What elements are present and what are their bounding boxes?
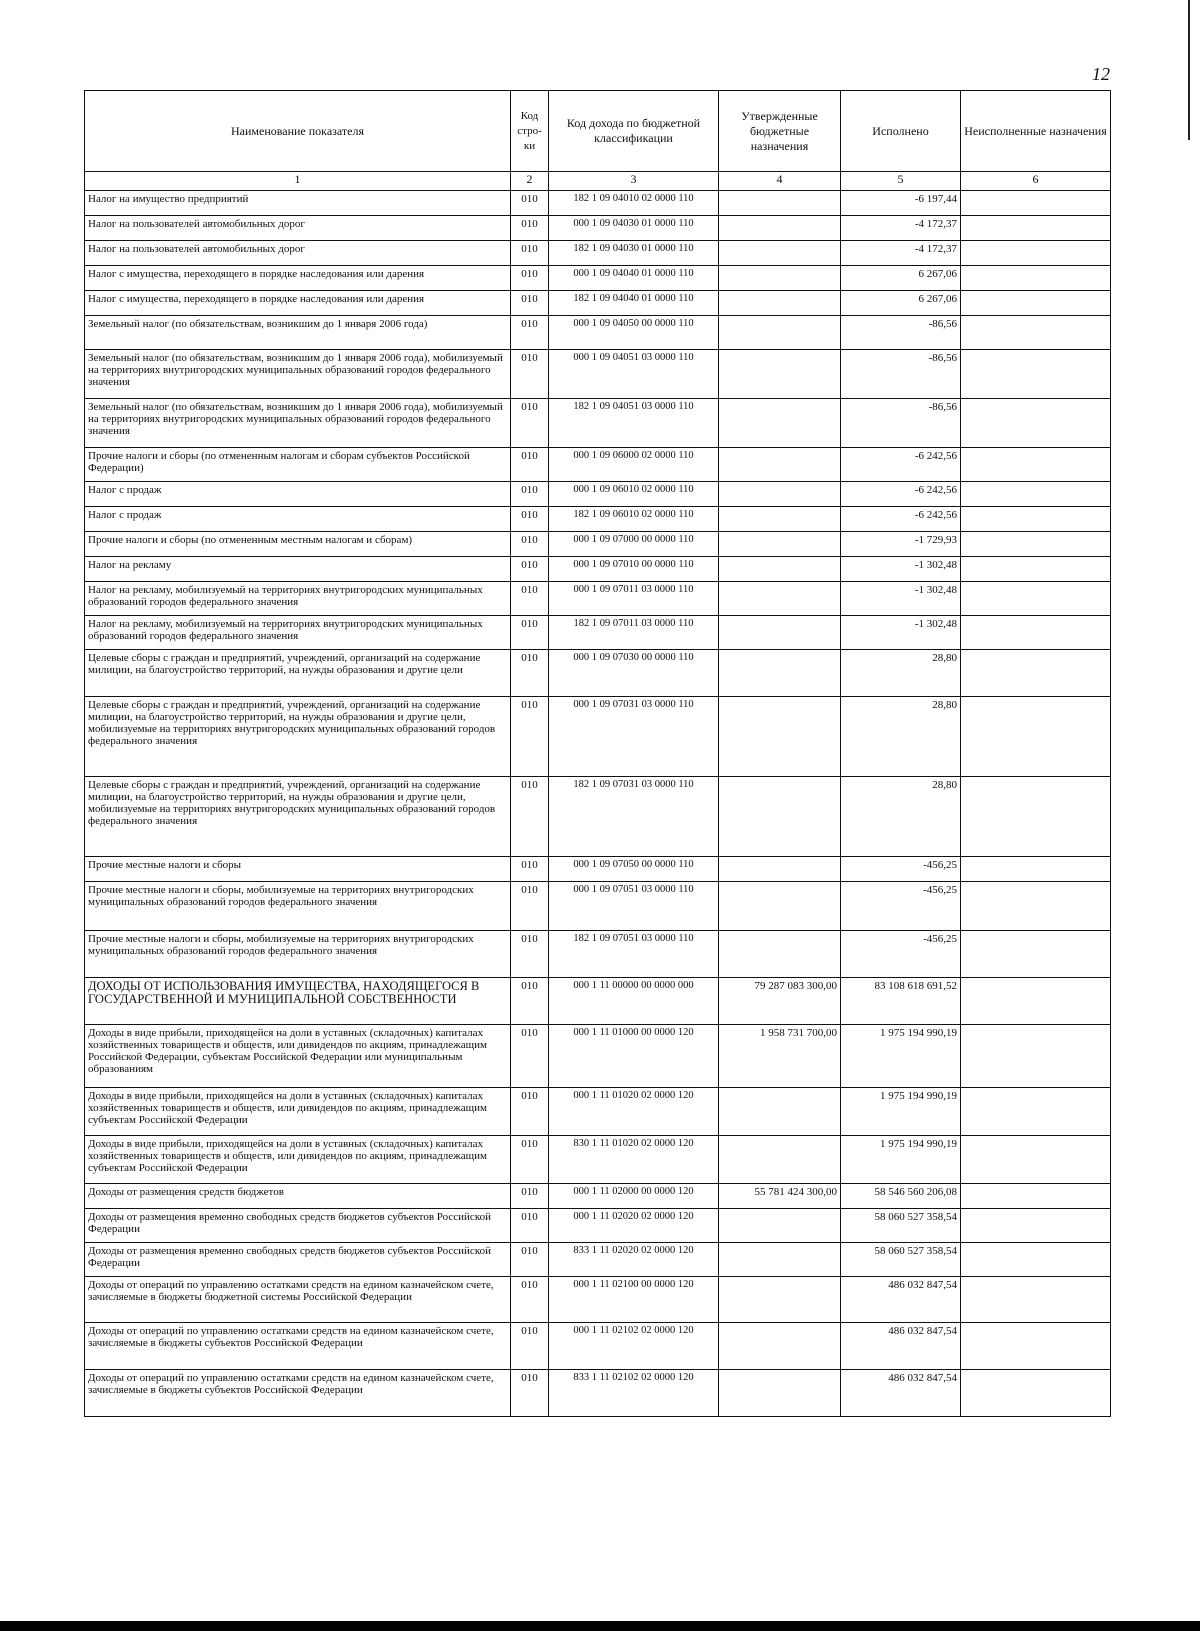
row-income-code: 000 1 11 02020 02 0000 120 — [549, 1209, 719, 1243]
row-approved — [719, 1277, 841, 1323]
column-number: 2 — [511, 172, 549, 191]
table-row — [85, 191, 1111, 216]
row-name: Налог с продаж — [85, 507, 511, 532]
row-name: Доходы от размещения временно свободных средств бюджетов субъектов Российской Федерации — [85, 1209, 511, 1243]
row-approved — [719, 316, 841, 350]
row-executed: -86,56 — [841, 350, 961, 399]
table-row — [85, 650, 1111, 697]
row-line-code: 010 — [511, 616, 549, 650]
table-row — [85, 316, 1111, 350]
row-income-code: 182 1 09 07031 03 0000 110 — [549, 777, 719, 857]
row-executed: -1 302,48 — [841, 582, 961, 616]
row-executed: -6 242,56 — [841, 507, 961, 532]
row-income-code: 000 1 11 02102 02 0000 120 — [549, 1323, 719, 1370]
row-unexecuted — [961, 616, 1111, 650]
row-executed: -86,56 — [841, 316, 961, 350]
row-name: Налог на рекламу — [85, 557, 511, 582]
row-unexecuted — [961, 697, 1111, 777]
row-name: Целевые сборы с граждан и предприятий, учреждений, организаций на содержание милиции, на благоустройство территорий, на нужды образования и другие цели — [85, 650, 511, 697]
row-name: Налог с имущества, переходящего в порядке наследования или дарения — [85, 291, 511, 316]
table-row — [85, 399, 1111, 448]
table-row — [85, 507, 1111, 532]
row-name: Налог на пользователей автомобильных дорог — [85, 241, 511, 266]
table-row — [85, 1243, 1111, 1277]
page-number: 12 — [1092, 64, 1110, 84]
row-line-code: 010 — [511, 532, 549, 557]
row-executed: 486 032 847,54 — [841, 1323, 961, 1370]
row-name: Прочие налоги и сборы (по отмененным местным налогам и сборам) — [85, 532, 511, 557]
column-number: 5 — [841, 172, 961, 191]
column-number: 1 — [85, 172, 511, 191]
row-line-code: 010 — [511, 1243, 549, 1277]
row-line-code: 010 — [511, 777, 549, 857]
table-row — [85, 978, 1111, 1025]
header-line-code: Код стро-ки — [511, 91, 549, 172]
row-unexecuted — [961, 216, 1111, 241]
table-row — [85, 697, 1111, 777]
row-line-code: 010 — [511, 1277, 549, 1323]
row-income-code: 833 1 11 02020 02 0000 120 — [549, 1243, 719, 1277]
row-executed: 58 546 560 206,08 — [841, 1184, 961, 1209]
row-approved — [719, 1209, 841, 1243]
row-name: Доходы от операций по управлению остатками средств на едином казначейском счете, зачисляемые в бюджеты субъектов Российской Федерации — [85, 1323, 511, 1370]
row-approved: 1 958 731 700,00 — [719, 1025, 841, 1088]
row-line-code: 010 — [511, 1370, 549, 1417]
row-name: Налог на пользователей автомобильных дорог — [85, 216, 511, 241]
row-income-code: 000 1 11 02100 00 0000 120 — [549, 1277, 719, 1323]
row-approved — [719, 616, 841, 650]
row-approved: 79 287 083 300,00 — [719, 978, 841, 1025]
row-approved — [719, 1088, 841, 1136]
row-line-code: 010 — [511, 978, 549, 1025]
table-row — [85, 777, 1111, 857]
row-unexecuted — [961, 1370, 1111, 1417]
row-unexecuted — [961, 291, 1111, 316]
row-name: Прочие налоги и сборы (по отмененным налогам и сборам субъектов Российской Федерации) — [85, 448, 511, 482]
row-approved — [719, 1243, 841, 1277]
row-line-code: 010 — [511, 350, 549, 399]
header-income-code: Код дохода по бюджетной классификации — [549, 91, 719, 172]
row-unexecuted — [961, 1323, 1111, 1370]
table-row — [85, 1277, 1111, 1323]
row-line-code: 010 — [511, 857, 549, 882]
row-approved — [719, 399, 841, 448]
row-line-code: 010 — [511, 557, 549, 582]
row-approved — [719, 557, 841, 582]
row-approved — [719, 882, 841, 931]
row-income-code: 000 1 09 07011 03 0000 110 — [549, 582, 719, 616]
row-executed: -1 302,48 — [841, 557, 961, 582]
row-unexecuted — [961, 857, 1111, 882]
row-income-code: 000 1 11 02000 00 0000 120 — [549, 1184, 719, 1209]
row-executed: 6 267,06 — [841, 266, 961, 291]
row-income-code: 000 1 09 04050 00 0000 110 — [549, 316, 719, 350]
row-line-code: 010 — [511, 1136, 549, 1184]
row-line-code: 010 — [511, 507, 549, 532]
row-unexecuted — [961, 266, 1111, 291]
table-row — [85, 216, 1111, 241]
row-name: Доходы от размещения временно свободных средств бюджетов субъектов Российской Федерации — [85, 1243, 511, 1277]
row-approved — [719, 697, 841, 777]
row-line-code: 010 — [511, 1323, 549, 1370]
row-approved — [719, 931, 841, 978]
column-number-row — [85, 172, 1111, 191]
table-row — [85, 291, 1111, 316]
row-unexecuted — [961, 532, 1111, 557]
row-approved — [719, 532, 841, 557]
table-row — [85, 448, 1111, 482]
row-approved — [719, 1323, 841, 1370]
row-unexecuted — [961, 448, 1111, 482]
budget-report-table — [84, 90, 1111, 1417]
row-income-code: 182 1 09 07051 03 0000 110 — [549, 931, 719, 978]
row-executed: -1 729,93 — [841, 532, 961, 557]
row-name: Налог с имущества, переходящего в порядке наследования или дарения — [85, 266, 511, 291]
row-name: Прочие местные налоги и сборы, мобилизуемые на территориях внутригородских муниципальных образований городов федерального значения — [85, 931, 511, 978]
row-name: Налог на рекламу, мобилизуемый на территориях внутригородских муниципальных образований городов федерального значения — [85, 582, 511, 616]
column-number: 4 — [719, 172, 841, 191]
table-row — [85, 1025, 1111, 1088]
table-row — [85, 241, 1111, 266]
table-row — [85, 482, 1111, 507]
row-name: Доходы от размещения средств бюджетов — [85, 1184, 511, 1209]
table-row — [85, 532, 1111, 557]
row-line-code: 010 — [511, 1209, 549, 1243]
table-row — [85, 1370, 1111, 1417]
row-executed: -456,25 — [841, 931, 961, 978]
row-income-code: 833 1 11 02102 02 0000 120 — [549, 1370, 719, 1417]
row-unexecuted — [961, 557, 1111, 582]
row-line-code: 010 — [511, 1184, 549, 1209]
row-approved — [719, 582, 841, 616]
table-row — [85, 616, 1111, 650]
row-name: Налог на рекламу, мобилизуемый на территориях внутригородских муниципальных образований городов федерального значения — [85, 616, 511, 650]
row-name: Налог с продаж — [85, 482, 511, 507]
row-executed: -6 197,44 — [841, 191, 961, 216]
table-row — [85, 266, 1111, 291]
row-name: Доходы от операций по управлению остатками средств на едином казначейском счете, зачисляемые в бюджеты субъектов Российской Федерации — [85, 1370, 511, 1417]
header-unexecuted: Неисполненные назначения — [961, 91, 1111, 172]
table-row — [85, 882, 1111, 931]
row-unexecuted — [961, 482, 1111, 507]
row-unexecuted — [961, 777, 1111, 857]
row-name: Налог на имущество предприятий — [85, 191, 511, 216]
row-approved — [719, 266, 841, 291]
row-approved — [719, 650, 841, 697]
row-line-code: 010 — [511, 882, 549, 931]
row-income-code: 830 1 11 01020 02 0000 120 — [549, 1136, 719, 1184]
table-body — [85, 191, 1111, 1417]
row-line-code: 010 — [511, 241, 549, 266]
row-executed: -456,25 — [841, 857, 961, 882]
row-executed: 83 108 618 691,52 — [841, 978, 961, 1025]
row-income-code: 000 1 09 07010 00 0000 110 — [549, 557, 719, 582]
row-income-code: 000 1 09 07051 03 0000 110 — [549, 882, 719, 931]
row-line-code: 010 — [511, 191, 549, 216]
scan-edge-line — [1188, 0, 1190, 140]
row-executed: 1 975 194 990,19 — [841, 1025, 961, 1088]
row-line-code: 010 — [511, 482, 549, 507]
row-unexecuted — [961, 1243, 1111, 1277]
row-approved — [719, 857, 841, 882]
row-income-code: 182 1 09 07011 03 0000 110 — [549, 616, 719, 650]
row-name: Прочие местные налоги и сборы — [85, 857, 511, 882]
table-row — [85, 1088, 1111, 1136]
row-income-code: 000 1 11 00000 00 0000 000 — [549, 978, 719, 1025]
row-income-code: 182 1 09 06010 02 0000 110 — [549, 507, 719, 532]
row-executed: 6 267,06 — [841, 291, 961, 316]
row-income-code: 000 1 09 07031 03 0000 110 — [549, 697, 719, 777]
row-approved — [719, 350, 841, 399]
row-income-code: 000 1 09 04030 01 0000 110 — [549, 216, 719, 241]
row-executed: 58 060 527 358,54 — [841, 1243, 961, 1277]
row-unexecuted — [961, 1088, 1111, 1136]
row-executed: 28,80 — [841, 697, 961, 777]
row-line-code: 010 — [511, 448, 549, 482]
header-name: Наименование показателя — [85, 91, 511, 172]
row-name: Доходы в виде прибыли, приходящейся на доли в уставных (складочных) капиталах хозяйственных товариществ и обществ, или дивидендов по акциям, принадлежащим Российской Федерации, субъектам Российской Федерации или муниципальным образованиям — [85, 1025, 511, 1088]
row-approved — [719, 191, 841, 216]
row-executed: 1 975 194 990,19 — [841, 1136, 961, 1184]
row-name: Доходы от операций по управлению остатками средств на едином казначейском счете, зачисляемые в бюджеты бюджетной системы Российской Федерации — [85, 1277, 511, 1323]
header-approved: Утвержденные бюджетные назначения — [719, 91, 841, 172]
row-approved — [719, 482, 841, 507]
table-row — [85, 557, 1111, 582]
row-unexecuted — [961, 191, 1111, 216]
table-row — [85, 1209, 1111, 1243]
row-executed: 486 032 847,54 — [841, 1370, 961, 1417]
row-unexecuted — [961, 1277, 1111, 1323]
row-unexecuted — [961, 931, 1111, 978]
row-executed: -6 242,56 — [841, 482, 961, 507]
row-executed: 486 032 847,54 — [841, 1277, 961, 1323]
row-approved: 55 781 424 300,00 — [719, 1184, 841, 1209]
table-row — [85, 350, 1111, 399]
row-unexecuted — [961, 582, 1111, 616]
row-income-code: 000 1 09 04040 01 0000 110 — [549, 266, 719, 291]
row-unexecuted — [961, 350, 1111, 399]
row-income-code: 000 1 09 06000 02 0000 110 — [549, 448, 719, 482]
row-line-code: 010 — [511, 650, 549, 697]
row-executed: -4 172,37 — [841, 216, 961, 241]
row-line-code: 010 — [511, 399, 549, 448]
row-executed: 1 975 194 990,19 — [841, 1088, 961, 1136]
scan-bottom-bar — [0, 1621, 1200, 1631]
row-line-code: 010 — [511, 931, 549, 978]
row-executed: 58 060 527 358,54 — [841, 1209, 961, 1243]
row-line-code: 010 — [511, 1025, 549, 1088]
table-row — [85, 1184, 1111, 1209]
row-unexecuted — [961, 399, 1111, 448]
row-line-code: 010 — [511, 697, 549, 777]
row-line-code: 010 — [511, 291, 549, 316]
row-approved — [719, 507, 841, 532]
row-income-code: 182 1 09 04010 02 0000 110 — [549, 191, 719, 216]
row-executed: 28,80 — [841, 650, 961, 697]
header-row — [85, 91, 1111, 172]
row-income-code: 000 1 09 04051 03 0000 110 — [549, 350, 719, 399]
row-name: Целевые сборы с граждан и предприятий, учреждений, организаций на содержание милиции, на благоустройство территорий, на нужды образования и другие цели, мобилизуемые на территориях внутригородских муниципальных образований городов федерального значения — [85, 777, 511, 857]
row-income-code: 000 1 09 07000 00 0000 110 — [549, 532, 719, 557]
row-approved — [719, 216, 841, 241]
row-name: ДОХОДЫ ОТ ИСПОЛЬЗОВАНИЯ ИМУЩЕСТВА, НАХОДЯЩЕГОСЯ В ГОСУДАРСТВЕННОЙ И МУНИЦИПАЛЬНОЙ СОБСТВЕННОСТИ — [85, 978, 511, 1025]
row-executed: -456,25 — [841, 882, 961, 931]
row-income-code: 000 1 11 01000 00 0000 120 — [549, 1025, 719, 1088]
row-income-code: 182 1 09 04030 01 0000 110 — [549, 241, 719, 266]
row-unexecuted — [961, 507, 1111, 532]
row-income-code: 182 1 09 04040 01 0000 110 — [549, 291, 719, 316]
row-income-code: 000 1 09 06010 02 0000 110 — [549, 482, 719, 507]
row-unexecuted — [961, 1136, 1111, 1184]
row-unexecuted — [961, 1184, 1111, 1209]
row-income-code: 182 1 09 04051 03 0000 110 — [549, 399, 719, 448]
table-row — [85, 1136, 1111, 1184]
row-name: Доходы в виде прибыли, приходящейся на доли в уставных (складочных) капиталах хозяйственных товариществ и обществ, или дивидендов по акциям, принадлежащим субъектам Российской Федерации — [85, 1136, 511, 1184]
row-unexecuted — [961, 978, 1111, 1025]
header-executed: Исполнено — [841, 91, 961, 172]
table-row — [85, 582, 1111, 616]
row-line-code: 010 — [511, 216, 549, 241]
row-executed: -4 172,37 — [841, 241, 961, 266]
row-name: Земельный налог (по обязательствам, возникшим до 1 января 2006 года) — [85, 316, 511, 350]
table-row — [85, 1323, 1111, 1370]
row-name: Земельный налог (по обязательствам, возникшим до 1 января 2006 года), мобилизуемый на территориях внутригородских муниципальных образований городов федерального значения — [85, 399, 511, 448]
table-row — [85, 931, 1111, 978]
row-approved — [719, 1370, 841, 1417]
row-name: Доходы в виде прибыли, приходящейся на доли в уставных (складочных) капиталах хозяйственных товариществ и обществ, или дивидендов по акциям, принадлежащим субъектам Российской Федерации — [85, 1088, 511, 1136]
row-unexecuted — [961, 882, 1111, 931]
row-unexecuted — [961, 241, 1111, 266]
row-income-code: 000 1 09 07050 00 0000 110 — [549, 857, 719, 882]
row-approved — [719, 241, 841, 266]
row-line-code: 010 — [511, 1088, 549, 1136]
row-income-code: 000 1 09 07030 00 0000 110 — [549, 650, 719, 697]
row-approved — [719, 1136, 841, 1184]
row-unexecuted — [961, 316, 1111, 350]
row-approved — [719, 448, 841, 482]
row-executed: 28,80 — [841, 777, 961, 857]
column-number: 3 — [549, 172, 719, 191]
row-name: Целевые сборы с граждан и предприятий, учреждений, организаций на содержание милиции, на благоустройство территорий, на нужды образования и другие цели, мобилизуемые на территориях внутригородских муниципальных образований городов федерального значения — [85, 697, 511, 777]
row-line-code: 010 — [511, 582, 549, 616]
table-row — [85, 857, 1111, 882]
row-unexecuted — [961, 1209, 1111, 1243]
column-number: 6 — [961, 172, 1111, 191]
row-line-code: 010 — [511, 316, 549, 350]
row-name: Земельный налог (по обязательствам, возникшим до 1 января 2006 года), мобилизуемый на территориях внутригородских муниципальных образований городов федерального значения — [85, 350, 511, 399]
row-executed: -6 242,56 — [841, 448, 961, 482]
row-income-code: 000 1 11 01020 02 0000 120 — [549, 1088, 719, 1136]
row-approved — [719, 291, 841, 316]
row-name: Прочие местные налоги и сборы, мобилизуемые на территориях внутригородских муниципальных образований городов федерального значения — [85, 882, 511, 931]
row-unexecuted — [961, 650, 1111, 697]
row-approved — [719, 777, 841, 857]
row-unexecuted — [961, 1025, 1111, 1088]
row-executed: -1 302,48 — [841, 616, 961, 650]
row-line-code: 010 — [511, 266, 549, 291]
row-executed: -86,56 — [841, 399, 961, 448]
